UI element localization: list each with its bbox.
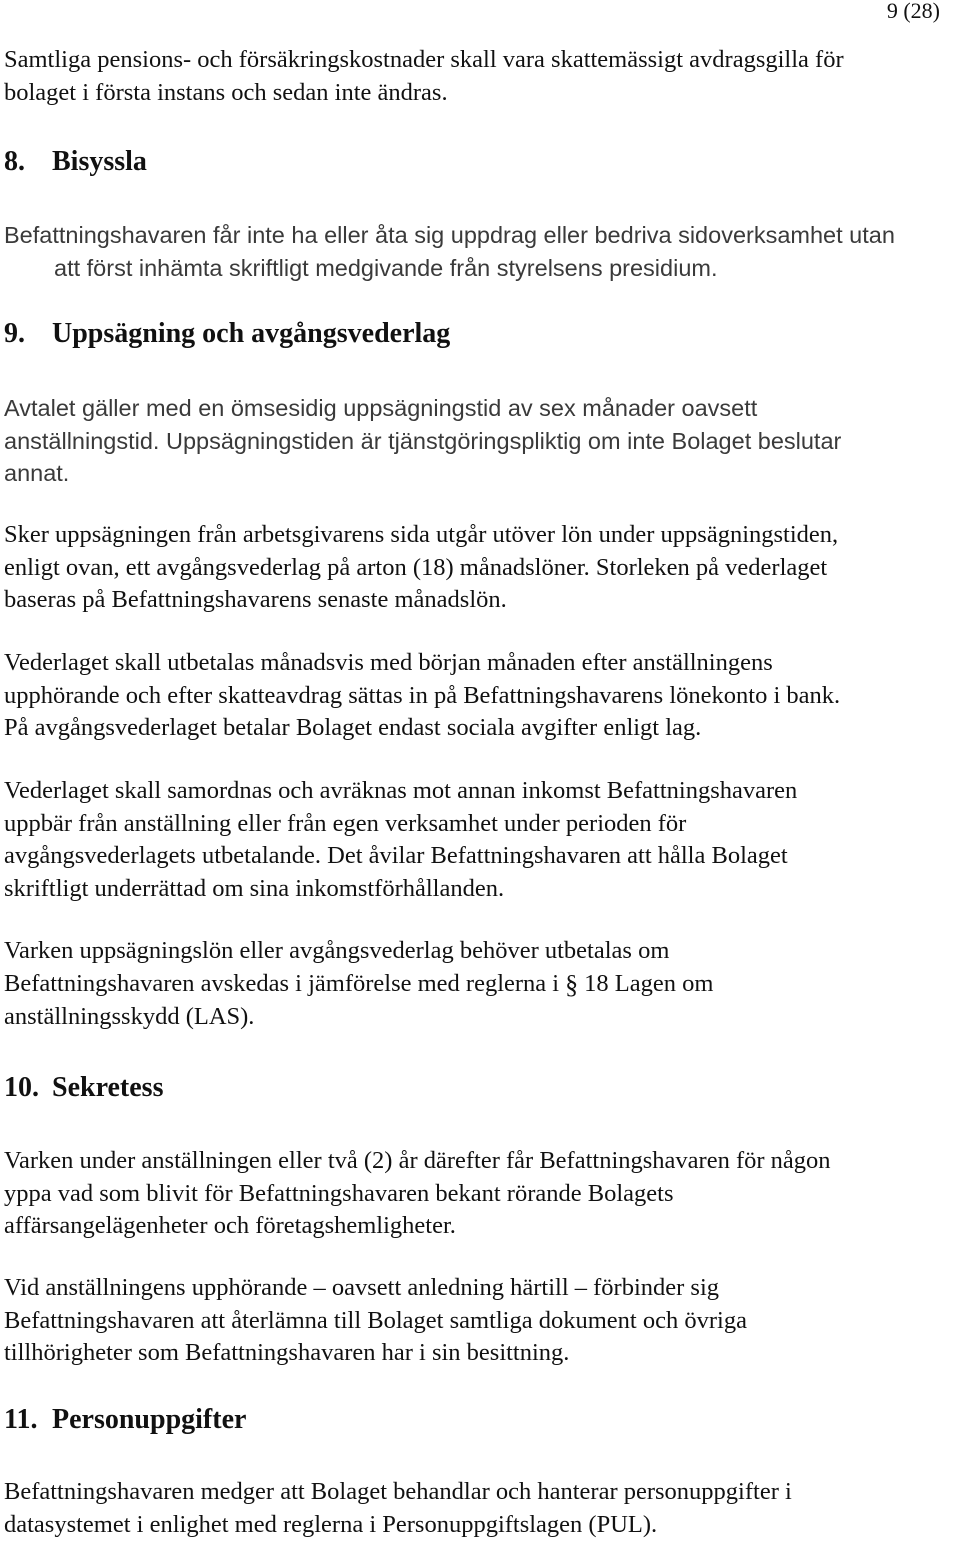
paragraph-11-1 [4,1476,954,1541]
text-line: Avtalet gäller med en ömsesidig uppsägningstid av sex månader oavsett [4,392,954,425]
text-line: datasystemet i enlighet med reglerna i Personuppgiftslagen (PUL). [4,1509,954,1541]
text-line: tillhörigheter som Befattningshavaren har i sin besittning. [4,1337,954,1370]
paragraph-9-3 [4,647,954,745]
page-number: 9 (28) [887,0,940,24]
paragraph-9-2 [4,519,954,617]
section-number: 8. [4,145,52,179]
text-line: Vid anställningens upphörande – oavsett anledning härtill – förbinder sig [4,1272,954,1305]
text-line: bolaget i första instans och sedan inte ändras. [4,77,954,110]
paragraph-8-1 [4,219,954,284]
text-line: Sker uppsägningen från arbetsgivarens sida utgår utöver lön under uppsägningstiden, [4,519,954,552]
text-line: På avgångsvederlaget betalar Bolaget endast sociala avgifter enligt lag. [4,712,954,745]
text-line: uppbär från anställning eller från egen verksamhet under perioden för [4,808,954,841]
text-fragment: 18 Lagen om [584,970,713,997]
section-number: 9. [4,317,52,351]
paragraph-10-2 [4,1272,954,1370]
text-line: yppa vad som blivit för Befattningshavaren bekant rörande Bolagets [4,1178,954,1211]
section-number: 11. [4,1403,52,1437]
text-line: anställningsskydd (LAS). [4,1001,954,1034]
text-line: enligt ovan, ett avgångsvederlag på arton (18) månadslöner. Storleken på vederlaget [4,552,954,585]
text-line: Samtliga pensions- och försäkringskostnader skall vara skattemässigt avdragsgilla för [4,44,954,77]
paragraph-9-4 [4,775,954,905]
text-line: affärsangelägenheter och företagshemligheter. [4,1210,954,1243]
text-line: Varken under anställningen eller två (2) år därefter får Befattningshavaren för någon [4,1145,954,1178]
text-line: att först inhämta skriftligt medgivande från styrelsens presidium. [4,252,954,285]
text-line: annat. [4,457,954,490]
text-fragment: Befattningshavaren avskedas i jämförelse med reglerna i [4,970,559,997]
text-line: Befattningshavaren får inte ha eller åta sig uppdrag eller bedriva sidoverksamhet utan [4,219,954,252]
text-line: Vederlaget skall utbetalas månadsvis med början månaden efter anställningens [4,647,954,680]
section-heading-11 [4,1403,246,1437]
text-line: anställningstid. Uppsägningstiden är tjänstgöringspliktig om inte Bolaget beslutar [4,425,954,458]
text-line: Varken uppsägningslön eller avgångsvederlag behöver utbetalas om [4,935,954,968]
section-heading-9 [4,317,450,351]
text-line [4,968,954,1002]
paragraph-9-5 [4,935,954,1034]
section-number: 10. [4,1071,52,1105]
paragraph-10-1 [4,1145,954,1243]
section-title: Personuppgifter [52,1404,246,1435]
text-line: Befattningshavaren att återlämna till Bolaget samtliga dokument och övriga [4,1305,954,1338]
section-heading-8 [4,145,147,179]
text-line: baseras på Befattningshavarens senaste månadslön. [4,584,954,617]
section-title: Sekretess [52,1072,163,1103]
text-line: skriftligt underrättad om sina inkomstförhållanden. [4,873,954,906]
section-title: Uppsägning och avgångsvederlag [52,318,450,349]
section-sign: § [559,970,584,999]
section-title: Bisyssla [52,146,147,177]
text-line: upphörande och efter skatteavdrag sättas in på Befattningshavarens lönekonto i bank. [4,680,954,713]
text-line: avgångsvederlagets utbetalande. Det åvilar Befattningshavaren att hålla Bolaget [4,840,954,873]
paragraph-9-1 [4,392,954,490]
section-heading-10 [4,1071,163,1105]
text-line: Vederlaget skall samordnas och avräknas mot annan inkomst Befattningshavaren [4,775,954,808]
text-line: Befattningshavaren medger att Bolaget behandlar och hanterar personuppgifter i [4,1476,954,1509]
paragraph-intro [4,44,954,109]
